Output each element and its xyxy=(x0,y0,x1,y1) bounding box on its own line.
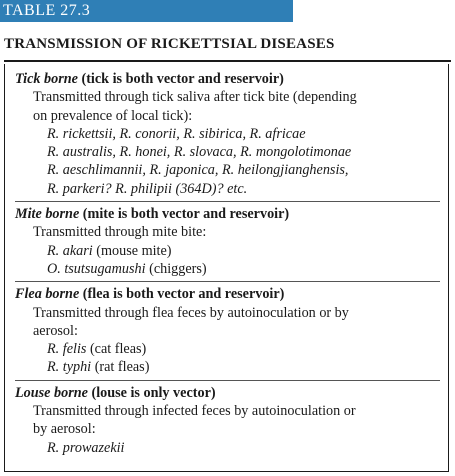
species-name: R. prowazekii xyxy=(47,439,125,456)
vector-name: Mite borne xyxy=(15,206,80,223)
section-heading xyxy=(15,285,440,303)
species-note: (rat fleas) xyxy=(91,359,150,376)
section-heading xyxy=(15,384,440,402)
vector-description: (tick is both vector and reservoir) xyxy=(77,71,284,87)
species-name: R. typhi xyxy=(47,359,92,376)
species-note: (cat fleas) xyxy=(86,341,147,358)
top-rule xyxy=(4,60,451,62)
transmission-mode-line: by aerosol: xyxy=(33,421,96,438)
section-flea-borne xyxy=(15,281,440,376)
vector-name: Tick borne xyxy=(15,71,78,87)
transmission-mode-line: Transmitted through flea feces by autoinoculation or by xyxy=(33,304,349,321)
species-note: (chiggers) xyxy=(145,260,207,277)
species-line: R. australis, R. honei, R. slovaca, R. mongolotimonae xyxy=(47,144,352,161)
species-line xyxy=(47,260,440,278)
table-body xyxy=(4,64,449,472)
vector-description: (louse is only vector) xyxy=(87,384,216,401)
transmission-mode-line: aerosol: xyxy=(33,322,78,339)
species-line xyxy=(47,358,440,376)
vector-name: Louse borne xyxy=(15,384,88,401)
species-line: R. rickettsii, R. conorii, R. sibirica, R. africae xyxy=(47,125,306,142)
species-line xyxy=(47,439,440,457)
species-line xyxy=(47,340,440,358)
transmission-mode-line: on prevalence of local tick): xyxy=(33,107,193,124)
species-name: R. felis xyxy=(47,341,87,358)
section-heading xyxy=(15,70,440,88)
table-title: TRANSMISSION OF RICKETTSIAL DISEASES xyxy=(4,36,335,52)
species-name: O. tsutsugamushi xyxy=(47,260,146,277)
section-louse-borne xyxy=(15,380,440,457)
vector-description: (flea is both vector and reservoir) xyxy=(79,286,285,303)
section-tick-borne xyxy=(15,70,440,198)
table-number-label: TABLE 27.3 xyxy=(0,0,293,22)
transmission-mode-line: Transmitted through mite bite: xyxy=(33,224,207,241)
transmission-mode-line: Transmitted through infected feces by autoinoculation or xyxy=(33,403,356,420)
transmission-mode-line: Transmitted through tick saliva after tick bite (depending xyxy=(33,89,357,106)
vector-name: Flea borne xyxy=(15,286,80,303)
species-line: R. parkeri? R. philipii (364D)? etc. xyxy=(47,180,248,197)
species-name: R. akari xyxy=(47,242,93,259)
species-note: (mouse mite) xyxy=(92,242,172,259)
species-line: R. aeschlimannii, R. japonica, R. heilongjianghensis, xyxy=(47,162,349,179)
section-heading xyxy=(15,205,440,223)
section-mite-borne xyxy=(15,201,440,278)
vector-description: (mite is both vector and reservoir) xyxy=(79,206,290,223)
species-line xyxy=(47,242,440,260)
